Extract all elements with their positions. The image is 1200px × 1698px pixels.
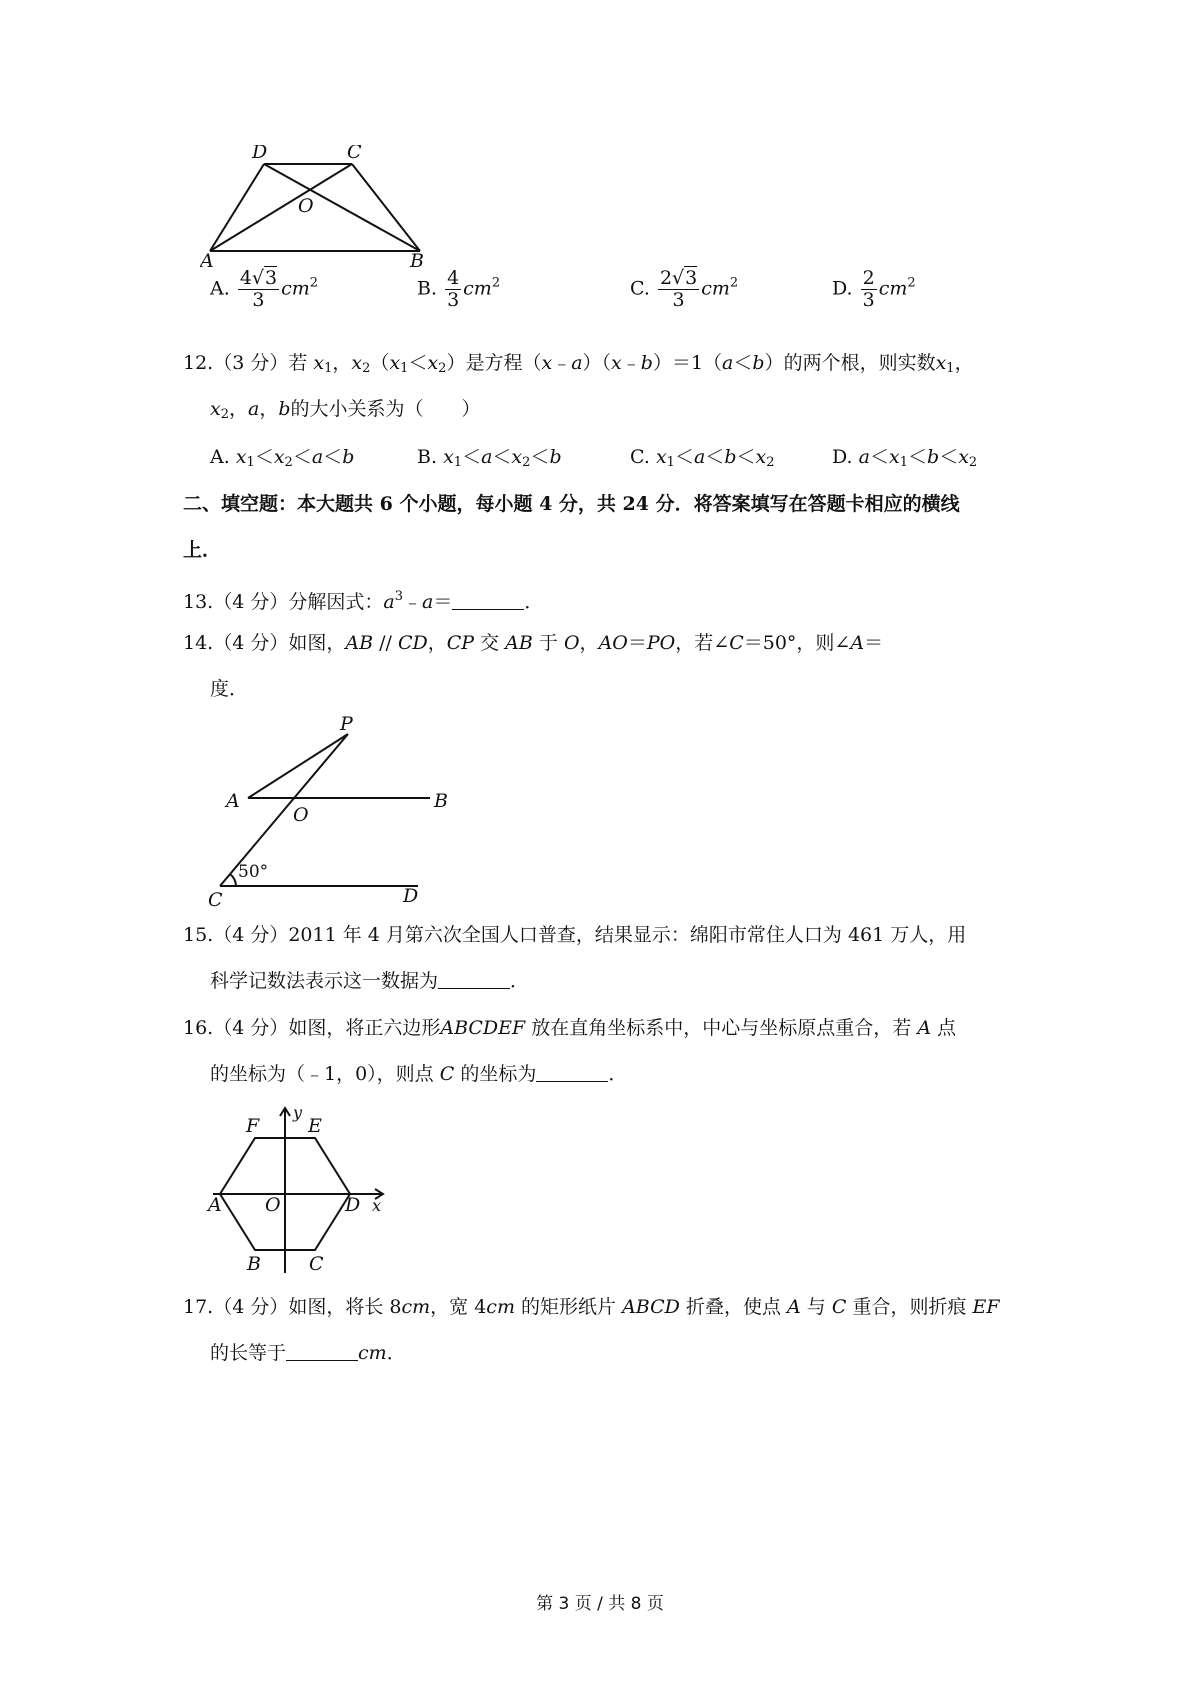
q15-line2: 科学记数法表示这一数据为 ．: [210, 970, 530, 992]
label-B: B: [410, 250, 424, 270]
trapezoid-figure: [200, 145, 440, 270]
q11-option-b: B. $\frac{4}{3}$ $cm^2$: [417, 267, 501, 311]
page-footer: 第 3 页 / 共 8 页: [536, 1594, 664, 1614]
label-D: D: [252, 145, 268, 163]
q16-line1: 16.（4 分）如图，将正六边形ABCDEF 放在直角坐标系中，中心与坐标原点重合，若 A 点: [183, 1017, 957, 1039]
label-O: O: [293, 804, 309, 826]
label-A: A: [200, 250, 214, 270]
q16-line2: 的坐标为（﹣1，0），则点 C 的坐标为 ．: [210, 1063, 628, 1085]
label-F: F: [246, 1115, 260, 1137]
angle-label: 50°: [238, 862, 269, 882]
label-D: D: [345, 1194, 361, 1216]
q11-option-d: D. $\frac{2}{3}$ $cm^2$: [832, 267, 916, 311]
label-B: B: [247, 1253, 261, 1275]
label-E: E: [308, 1115, 322, 1137]
label-C: C: [347, 145, 362, 163]
label-D: D: [403, 885, 419, 907]
label-P: P: [340, 713, 353, 735]
label-A: A: [226, 790, 240, 812]
q12-option-b: B. $x_1<a<x_2<b$: [417, 446, 562, 470]
q11-option-a: A. $\frac{4√3}{3}$ $cm^2$: [210, 267, 319, 311]
section-heading: 二、填空题：本大题共 6 个小题，每小题 4 分，共 24 分．将答案填写在答题卡相应的横线: [183, 493, 960, 515]
label-C: C: [208, 889, 223, 911]
q17-line1: 17.（4 分）如图，将长 8cm，宽 4cm 的矩形纸片 ABCD 折叠，使点 A 与 C 重合，则折痕 EF: [183, 1296, 1000, 1318]
answer-blank: [536, 1063, 608, 1082]
q13: 13.（4 分）分解因式：$a^3﹣a=$ ．: [183, 589, 544, 613]
section-heading-cont: 上．: [183, 539, 222, 561]
q14-line1: 14.（4 分）如图，AB // CD，CP 交 AB 于 O，AO＝PO，若∠C＝50°，则∠A＝: [183, 632, 884, 654]
q12-option-a: A. $x_1<x_2<a<b$: [210, 446, 355, 470]
q12-option-c: C. $x_1<a<b<x_2$: [630, 446, 775, 470]
q12-option-d: D. $a<x_1<b<x_2$: [832, 446, 978, 470]
label-C: C: [309, 1253, 324, 1275]
answer-blank: [438, 970, 510, 989]
label-B: B: [434, 790, 448, 812]
parallel-lines-figure: [200, 712, 470, 912]
q14-line2: 度．: [210, 678, 249, 700]
label-y: y: [293, 1103, 303, 1122]
answer-blank: [452, 591, 524, 610]
q15-line1: 15.（4 分）2011 年 4 月第六次全国人口普查，结果显示：绵阳市常住人口为 461 万人，用: [183, 924, 967, 946]
label-x: x: [372, 1196, 382, 1215]
q17-line2: 的长等于 cm．: [210, 1342, 406, 1364]
label-A: A: [208, 1194, 222, 1216]
label-O: O: [298, 195, 314, 217]
q12-line2: $x_2$，a，b的大小关系为（ ）: [210, 398, 481, 422]
q12-line1: 12.（3 分）若 $x_1$，$x_2(x_1<x_2)$是方程（x﹣a）（x﹣b）＝1（a＜b）的两个根，则实数$x_1$，: [183, 352, 974, 376]
label-O: O: [265, 1194, 281, 1216]
q11-option-c: C. $\frac{2√3}{3}$ $cm^2$: [630, 267, 739, 311]
hexagon-figure: [205, 1100, 405, 1275]
answer-blank: [286, 1342, 358, 1361]
